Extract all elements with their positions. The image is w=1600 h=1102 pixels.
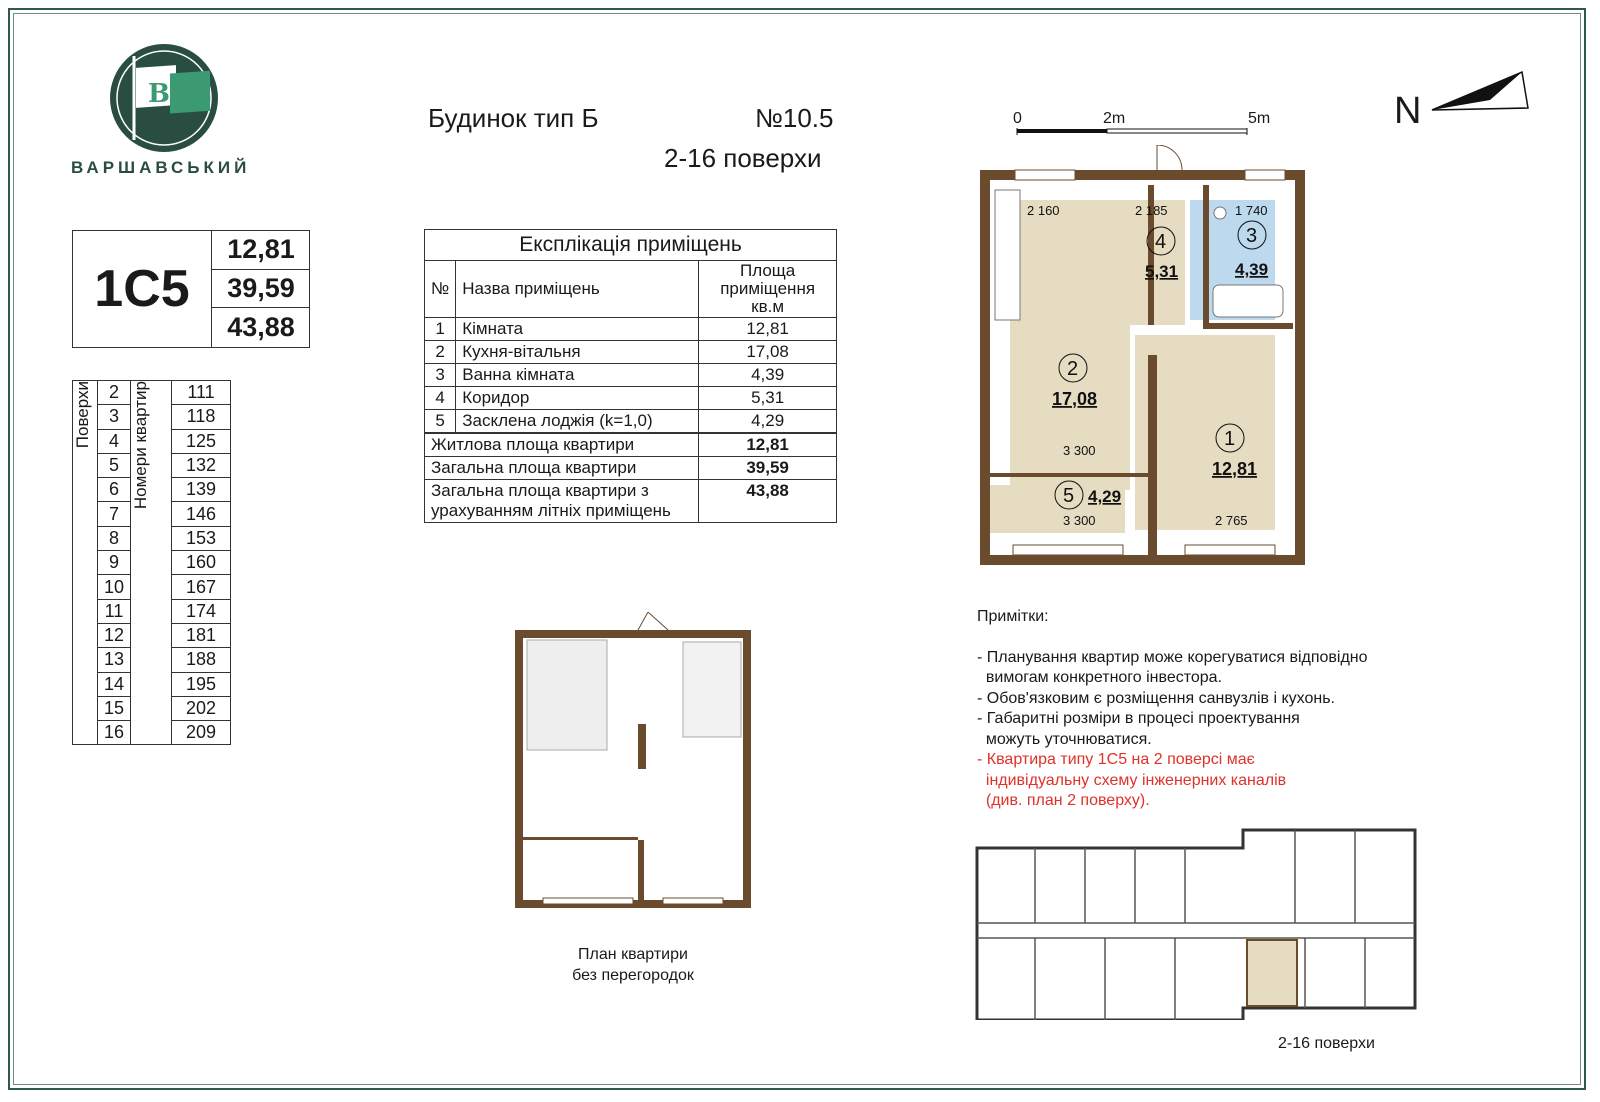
- apartment-number: 132: [172, 453, 231, 477]
- apartment-number: 188: [172, 648, 231, 672]
- scale-5m: 5m: [1248, 110, 1271, 127]
- floor-number: 10: [98, 575, 131, 599]
- explication-table: [424, 229, 837, 523]
- explication-name: Засклена лоджія (k=1,0): [456, 410, 699, 434]
- floor-number: 11: [98, 599, 131, 623]
- explication-area: 17,08: [699, 341, 837, 364]
- explication-name: Кухня-вітальня: [456, 341, 699, 364]
- floors-label-cell: [73, 381, 98, 745]
- north-arrow-icon: [1430, 70, 1530, 115]
- scale-bar: [1012, 128, 1272, 136]
- col-name: Назва приміщень: [456, 261, 699, 318]
- total-value: 43,88: [699, 480, 837, 523]
- brand-logo: [106, 40, 222, 156]
- total-area-summer: 43,88: [227, 311, 295, 342]
- floor-number: 6: [98, 478, 131, 502]
- notes: [977, 607, 1368, 812]
- note-line: - Габаритні розміри в процесі проектування: [977, 710, 1300, 727]
- highlighted-unit: [1247, 940, 1297, 1006]
- room-4-number: 4: [1155, 231, 1167, 253]
- floor-plan-caption: 2-16 поверхи: [1278, 1035, 1375, 1052]
- col-number: №: [425, 261, 456, 318]
- total-label: Загальна площа квартири з урахуванням літніх приміщень: [425, 480, 699, 523]
- floor-number: 5: [98, 453, 131, 477]
- empty-plan-caption: [563, 944, 703, 986]
- room-2-number: 2: [1067, 358, 1079, 380]
- numbers-label: Номери квартир: [131, 381, 150, 510]
- scale-0: 0: [1013, 110, 1022, 127]
- room-2-area: 17,08: [1052, 389, 1098, 409]
- apartment-plan: [975, 145, 1310, 575]
- explication-total-row: [425, 480, 837, 523]
- notes-list: [977, 648, 1368, 751]
- notes-red-list: [977, 750, 1368, 812]
- explication-row: [425, 410, 837, 434]
- room-5-number: 5: [1063, 485, 1075, 507]
- floor-number: 9: [98, 551, 131, 575]
- explication-name: Кімната: [456, 318, 699, 341]
- note-line: можуть уточнюватися.: [977, 730, 1152, 748]
- apartment-number: 209: [172, 721, 231, 745]
- floor-number: 13: [98, 648, 131, 672]
- logo-letter-v: ВЗ: [148, 79, 189, 109]
- explication-row: [425, 318, 837, 341]
- unit-code: 1С5: [94, 260, 190, 318]
- apartment-number: 146: [172, 502, 231, 526]
- apartment-number: 125: [172, 429, 231, 453]
- room-5-area: 4,29: [1088, 487, 1122, 506]
- explication-row: [425, 364, 837, 387]
- dim-9: 3 300: [1063, 513, 1096, 528]
- floor-number: 4: [98, 429, 131, 453]
- total-label: Житлова площа квартири: [425, 433, 699, 457]
- floor-number: 2: [98, 381, 131, 405]
- col-area: Площа приміщення кв.м: [699, 261, 837, 318]
- room-4-area: 5,31: [1145, 262, 1179, 281]
- floors-label: Поверхи: [73, 381, 92, 449]
- note-red-line: - Квартира типу 1С5 на 2 поверсі має: [977, 751, 1255, 768]
- floor-number: 15: [98, 696, 131, 720]
- explication-n: 5: [425, 410, 456, 434]
- building-type: Будинок тип Б: [428, 103, 599, 133]
- unit-code-box: [72, 230, 310, 348]
- room-3-number: 3: [1246, 225, 1258, 247]
- explication-name: Коридор: [456, 387, 699, 410]
- note-line: - Обов'язковим є розміщення санвузлів і кухонь.: [977, 689, 1335, 707]
- apartment-number: 202: [172, 696, 231, 720]
- unit-areas: [211, 231, 310, 347]
- notes-title: Примітки:: [977, 608, 1049, 625]
- scale-2m: 2m: [1103, 110, 1126, 127]
- north-label: N: [1394, 90, 1422, 132]
- explication-area: 5,31: [699, 387, 837, 410]
- dim-2: 1 740: [1235, 203, 1268, 218]
- room-3-area: 4,39: [1235, 260, 1269, 279]
- floor-row: [73, 381, 231, 405]
- explication-row: [425, 387, 837, 410]
- floor-number: 12: [98, 623, 131, 647]
- apartment-number: 181: [172, 623, 231, 647]
- brand-name: ВАРШАВСЬКИЙ: [71, 158, 251, 177]
- explication-name: Ванна кімната: [456, 364, 699, 387]
- room-1-number: 1: [1224, 428, 1236, 450]
- apartment-number: 167: [172, 575, 231, 599]
- total-value: 12,81: [699, 433, 837, 457]
- explication-area: 12,81: [699, 318, 837, 341]
- apartment-number: 195: [172, 672, 231, 696]
- floor-apartment-table: [72, 380, 231, 745]
- living-area: 12,81: [212, 231, 310, 270]
- total-label: Загальна площа квартири: [425, 457, 699, 480]
- apartment-number: 160: [172, 551, 231, 575]
- explication-total-row: [425, 433, 837, 457]
- explication-n: 3: [425, 364, 456, 387]
- floor-number: 14: [98, 672, 131, 696]
- note-line: вимогам конкретного інвестора.: [977, 669, 1223, 686]
- floor-plan: [975, 828, 1420, 1020]
- note-red-line: (див. план 2 поверху).: [977, 792, 1150, 809]
- numbers-label-cell: [131, 381, 172, 745]
- floors-range: 2-16 поверхи: [664, 143, 822, 173]
- apartment-number: 139: [172, 478, 231, 502]
- empty-plan-caption-line-2: без перегородок: [572, 967, 694, 984]
- floor-number: 7: [98, 502, 131, 526]
- explication-area: 4,29: [699, 410, 837, 434]
- room-1-area: 12,81: [1212, 459, 1258, 479]
- explication-row: [425, 341, 837, 364]
- floor-number: 16: [98, 721, 131, 745]
- explication-n: 2: [425, 341, 456, 364]
- floor-number: 8: [98, 526, 131, 550]
- explication-n: 1: [425, 318, 456, 341]
- note-line: - Планування квартир може корегуватися відповідно: [977, 648, 1368, 666]
- explication-n: 4: [425, 387, 456, 410]
- explication-total-row: [425, 457, 837, 480]
- explication-title: Експлікація приміщень: [425, 230, 837, 261]
- empty-plan: [513, 612, 753, 912]
- dim-10: 2 765: [1215, 513, 1248, 528]
- apartment-number: 118: [172, 405, 231, 429]
- apartment-number: 111: [172, 381, 231, 405]
- explication-area: 4,39: [699, 364, 837, 387]
- apartment-number: 153: [172, 526, 231, 550]
- dim-1: 2 185: [1135, 203, 1168, 218]
- dim-8: 3 300: [1063, 443, 1096, 458]
- dim-0: 2 160: [1027, 203, 1060, 218]
- apartment-number: 174: [172, 599, 231, 623]
- building-number: №10.5: [755, 103, 834, 133]
- note-red-line: індивідуальну схему інженерних каналів: [977, 771, 1287, 789]
- empty-plan-caption-line-1: План квартири: [578, 946, 688, 963]
- floor-number: 3: [98, 405, 131, 429]
- total-area: 39,59: [212, 270, 310, 309]
- total-value: 39,59: [699, 457, 837, 480]
